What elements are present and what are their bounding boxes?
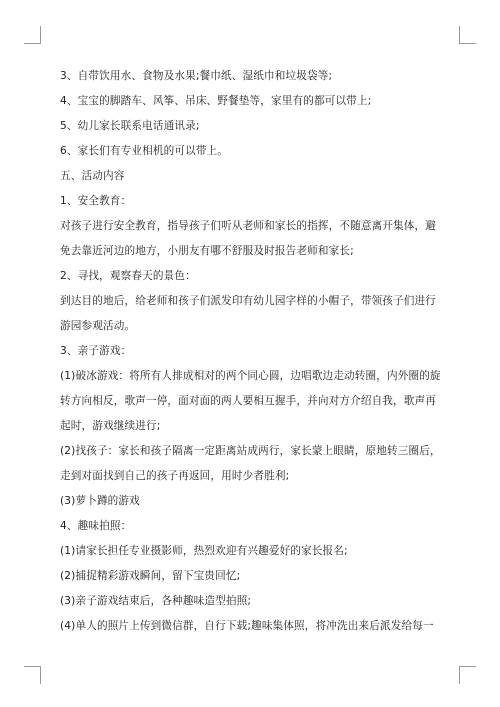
document-body [60, 64, 445, 639]
paragraph: (1)破冰游戏：将所有人排成相对的两个同心圆，边唱歌边走动转圈，内外圈的旋转方向相反，歌声一停，面对面的两人要相互握手，并向对方介绍自我，歌声再起时，游戏继续进行; [60, 370, 441, 432]
crop-mark-top-right [459, 26, 460, 44]
list-item: 5、幼儿家长联系电话通讯录; [60, 120, 200, 132]
crop-mark-bottom-right [459, 666, 460, 684]
list-item: (2)捕捉精彩游戏瞬间，留下宝贵回忆; [60, 570, 241, 582]
subsection-heading: 2、寻找，观察春天的景色： [60, 270, 196, 282]
list-item: 6、家长们有专业相机的可以带上。 [60, 145, 229, 157]
list-item: 3、自带饮用水、食物及水果;餐巾纸、湿纸巾和垃圾袋等; [60, 70, 333, 82]
list-item: (4)单人的照片上传到微信群，自行下载;趣味集体照，将冲洗出来后派发给每一 [60, 620, 434, 632]
subsection-heading: 4、趣味拍照： [60, 520, 132, 532]
list-item: (3)萝卜蹲的游戏 [60, 495, 140, 507]
crop-mark-top-left [40, 26, 41, 44]
section-heading: 五、活动内容 [60, 170, 125, 182]
paragraph: 到达目的地后，给老师和孩子们派发印有幼儿园字样的小帽子，带领孩子们进行游园参观活动。 [60, 295, 437, 332]
list-item: 4、宝宝的脚踏车、风筝、吊床、野餐垫等，家里有的都可以带上; [60, 95, 372, 107]
crop-mark-top-right [459, 43, 476, 44]
crop-mark-bottom-left [40, 666, 41, 684]
subsection-heading: 1、安全教育： [60, 195, 132, 207]
paragraph: (2)找孩子：家长和孩子隔离一定距离站成两行，家长蒙上眼睛，原地转三圈后，走到对面找到自己的孩子再返回，用时少者胜利; [60, 445, 441, 482]
crop-mark-bottom-left [24, 666, 41, 667]
crop-mark-bottom-right [459, 666, 476, 667]
list-item: (3)亲子游戏结束后，各种趣味造型拍照; [60, 595, 252, 607]
crop-mark-top-left [24, 43, 41, 44]
list-item: (1)请家长担任专业摄影师，热烈欢迎有兴趣爱好的家长报名; [60, 545, 348, 557]
paragraph: 对孩子进行安全教育，指导孩子们听从老师和家长的指挥，不随意离开集体，避免去靠近河边的地方，小朋友有哪不舒服及时报告老师和家长; [60, 220, 437, 257]
subsection-heading: 3、亲子游戏： [60, 345, 132, 357]
